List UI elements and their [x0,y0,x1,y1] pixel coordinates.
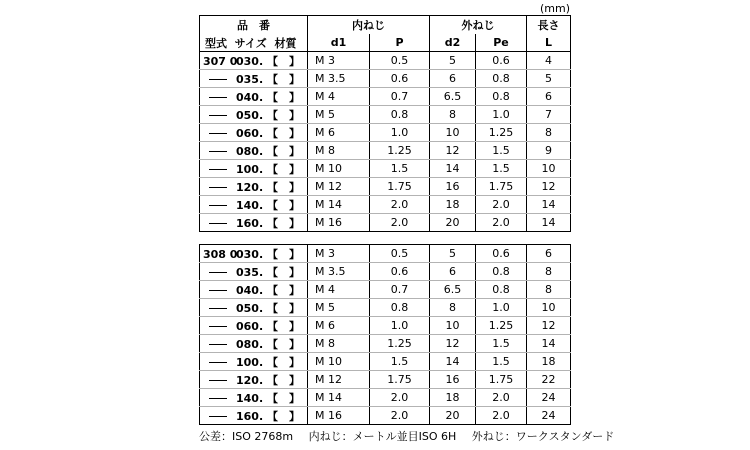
part-number-cell [200,353,308,371]
d2-cell: 18 [430,389,476,407]
material-bracket: 【 】 [266,355,300,369]
l-cell: 18 [527,353,571,371]
l-cell: 6 [527,245,571,263]
p-cell: 2.0 [370,389,430,407]
l-cell: 24 [527,407,571,425]
header-model-size-material [200,34,308,52]
part-number-cell [200,160,308,178]
d1-cell: M 16 [308,214,370,232]
pe-cell: 1.5 [476,160,527,178]
table-row [200,389,571,407]
p-cell: 1.5 [370,160,430,178]
table-row [200,353,571,371]
dash-mark [203,127,236,140]
table-row [200,317,571,335]
footnote [199,428,626,444]
d1-cell: M 4 [308,88,370,106]
pe-cell: 0.8 [476,263,527,281]
part-number-cell [200,245,308,263]
l-cell: 7 [527,106,571,124]
pe-cell: 0.6 [476,245,527,263]
d2-cell: 6 [430,70,476,88]
material-bracket: 【 】 [266,301,300,315]
header-material: 材質 [274,36,297,50]
size-code: 160. [236,216,264,230]
table-row [200,299,571,317]
material-bracket: 【 】 [266,337,300,351]
pe-cell: 1.75 [476,371,527,389]
d1-cell: M 6 [308,317,370,335]
part-number-cell [200,263,308,281]
header-model-type: 型式 [205,36,227,50]
l-cell: 6 [527,88,571,106]
material-bracket: 【 】 [266,283,300,297]
d2-cell: 6.5 [430,88,476,106]
d2-cell: 6.5 [430,281,476,299]
header-part-no: 品 番 [237,19,270,32]
pe-cell: 1.5 [476,335,527,353]
d2-cell: 18 [430,196,476,214]
pe-cell: 1.25 [476,317,527,335]
l-cell: 22 [527,371,571,389]
d2-cell: 5 [430,245,476,263]
part-number-cell [200,371,308,389]
header-l: L [527,34,571,52]
d1-cell: M 5 [308,299,370,317]
d1-cell: M 6 [308,124,370,142]
dash-mark [203,217,236,230]
size-code: 040. [236,283,264,297]
l-cell: 14 [527,335,571,353]
d2-cell: 16 [430,178,476,196]
dash-mark [203,109,236,122]
d1-cell: M 3 [308,245,370,263]
part-number-cell [200,142,308,160]
header-row-groups [200,16,571,35]
table-row [200,160,571,178]
material-bracket: 【 】 [266,409,300,423]
dash-mark [203,73,236,86]
d1-cell: M 3.5 [308,70,370,88]
size-code: 100. [236,162,264,176]
table-row [200,335,571,353]
pe-cell: 1.0 [476,106,527,124]
material-bracket: 【 】 [266,162,300,176]
d1-cell: M 8 [308,142,370,160]
pe-cell: 0.8 [476,281,527,299]
size-code: 160. [236,409,264,423]
l-cell: 12 [527,178,571,196]
material-bracket: 【 】 [266,72,300,86]
header-size: サイズ [234,36,267,50]
d1-cell: M 12 [308,178,370,196]
part-number-cell [200,214,308,232]
p-cell: 1.0 [370,124,430,142]
pe-cell: 1.5 [476,142,527,160]
pe-cell: 0.6 [476,52,527,70]
d1-cell: M 8 [308,335,370,353]
part-number-cell [200,317,308,335]
size-code: 050. [236,301,264,315]
footnote-tolerance: 公差：ISO 2768m [199,430,294,443]
pe-cell: 2.0 [476,196,527,214]
d1-cell: M 4 [308,281,370,299]
l-cell: 24 [527,389,571,407]
table-row [200,88,571,106]
footnote-external-thread: 外ねじ：ワークスタンダード [471,430,615,443]
d1-cell: M 14 [308,389,370,407]
header-row-columns [200,34,571,52]
pe-cell: 1.75 [476,178,527,196]
material-bracket: 【 】 [266,247,300,261]
l-cell: 4 [527,52,571,70]
d2-cell: 8 [430,106,476,124]
header-d2: d2 [430,34,476,52]
header-p: P [370,34,430,52]
d1-cell: M 3.5 [308,263,370,281]
pe-cell: 1.5 [476,353,527,371]
size-code: 030. [236,54,264,68]
d2-cell: 12 [430,335,476,353]
size-code: 080. [236,144,264,158]
material-bracket: 【 】 [266,54,300,68]
p-cell: 1.25 [370,142,430,160]
size-code: 060. [236,126,264,140]
size-code: 080. [236,337,264,351]
material-bracket: 【 】 [266,319,300,333]
unit-label: (mm) [539,2,570,15]
dash-mark [203,91,236,104]
p-cell: 0.6 [370,70,430,88]
size-code: 120. [236,180,264,194]
d2-cell: 20 [430,214,476,232]
size-code: 030. [236,247,264,261]
header-length: 長さ [527,16,571,35]
dash-mark [203,338,236,351]
d2-cell: 10 [430,317,476,335]
header-external-thread: 外ねじ [430,16,527,35]
pe-cell: 1.0 [476,299,527,317]
p-cell: 0.6 [370,263,430,281]
table-row [200,281,571,299]
dash-mark [203,320,236,333]
p-cell: 0.5 [370,245,430,263]
d1-cell: M 10 [308,160,370,178]
d2-cell: 12 [430,142,476,160]
l-cell: 10 [527,299,571,317]
part-number-cell [200,281,308,299]
part-number-cell [200,335,308,353]
pe-cell: 2.0 [476,214,527,232]
footnote-internal-thread: 内ねじ：メートル並目ISO 6H [308,430,457,443]
table-body-308 [200,245,571,425]
dash-mark [203,199,236,212]
d2-cell: 8 [430,299,476,317]
dash-mark [203,284,236,297]
material-bracket: 【 】 [266,90,300,104]
header-d1: d1 [308,34,370,52]
part-number-cell [200,124,308,142]
part-number-cell [200,70,308,88]
pe-cell: 2.0 [476,389,527,407]
d2-cell: 6 [430,263,476,281]
material-bracket: 【 】 [266,144,300,158]
p-cell: 2.0 [370,196,430,214]
d1-cell: M 12 [308,371,370,389]
dash-mark [203,410,236,423]
l-cell: 12 [527,317,571,335]
table-body-307 [200,52,571,232]
table-row [200,124,571,142]
l-cell: 8 [527,124,571,142]
d2-cell: 14 [430,353,476,371]
p-cell: 0.7 [370,281,430,299]
header-internal-thread: 内ねじ [308,16,430,35]
p-cell: 0.8 [370,106,430,124]
pe-cell: 0.8 [476,70,527,88]
dash-mark [203,374,236,387]
size-code: 100. [236,355,264,369]
material-bracket: 【 】 [266,391,300,405]
table-row [200,245,571,263]
p-cell: 0.8 [370,299,430,317]
table-row [200,263,571,281]
size-code: 120. [236,373,264,387]
p-cell: 1.25 [370,335,430,353]
l-cell: 5 [527,70,571,88]
l-cell: 9 [527,142,571,160]
material-bracket: 【 】 [266,108,300,122]
p-cell: 1.0 [370,317,430,335]
part-number-cell [200,196,308,214]
part-number-cell [200,88,308,106]
spec-table-307 [199,15,571,232]
table-row [200,371,571,389]
d1-cell: M 3 [308,52,370,70]
part-number-cell [200,52,308,70]
pe-cell: 2.0 [476,407,527,425]
part-number-cell [200,407,308,425]
table-row [200,178,571,196]
dash-mark [203,181,236,194]
l-cell: 14 [527,214,571,232]
part-number-cell [200,389,308,407]
p-cell: 2.0 [370,407,430,425]
size-code: 060. [236,319,264,333]
material-bracket: 【 】 [266,126,300,140]
d1-cell: M 14 [308,196,370,214]
material-bracket: 【 】 [266,216,300,230]
d2-cell: 16 [430,371,476,389]
material-bracket: 【 】 [266,198,300,212]
dash-mark [203,356,236,369]
header-pe: Pe [476,34,527,52]
dash-mark [203,392,236,405]
d1-cell: M 16 [308,407,370,425]
table-row [200,70,571,88]
model-prefix: 307 0 [203,54,238,68]
p-cell: 1.75 [370,178,430,196]
material-bracket: 【 】 [266,180,300,194]
l-cell: 10 [527,160,571,178]
l-cell: 8 [527,281,571,299]
d1-cell: M 10 [308,353,370,371]
part-number-cell [200,106,308,124]
spec-table-308 [199,244,571,425]
p-cell: 1.75 [370,371,430,389]
table-row [200,142,571,160]
material-bracket: 【 】 [266,373,300,387]
table-row [200,214,571,232]
size-code: 040. [236,90,264,104]
p-cell: 1.5 [370,353,430,371]
l-cell: 14 [527,196,571,214]
material-bracket: 【 】 [266,265,300,279]
d1-cell: M 5 [308,106,370,124]
size-code: 050. [236,108,264,122]
part-number-cell [200,299,308,317]
size-code: 035. [236,265,264,279]
d2-cell: 10 [430,124,476,142]
dash-mark [203,145,236,158]
dash-mark [203,302,236,315]
table-row [200,196,571,214]
size-code: 035. [236,72,264,86]
dash-mark [203,266,236,279]
size-code: 140. [236,391,264,405]
table-row [200,52,571,70]
pe-cell: 0.8 [476,88,527,106]
table-row [200,407,571,425]
size-code: 140. [236,198,264,212]
p-cell: 0.5 [370,52,430,70]
d2-cell: 14 [430,160,476,178]
part-number-cell [200,178,308,196]
table-row [200,106,571,124]
pe-cell: 1.25 [476,124,527,142]
model-prefix: 308 0 [203,247,238,261]
d2-cell: 20 [430,407,476,425]
p-cell: 0.7 [370,88,430,106]
d2-cell: 5 [430,52,476,70]
dash-mark [203,163,236,176]
l-cell: 8 [527,263,571,281]
p-cell: 2.0 [370,214,430,232]
